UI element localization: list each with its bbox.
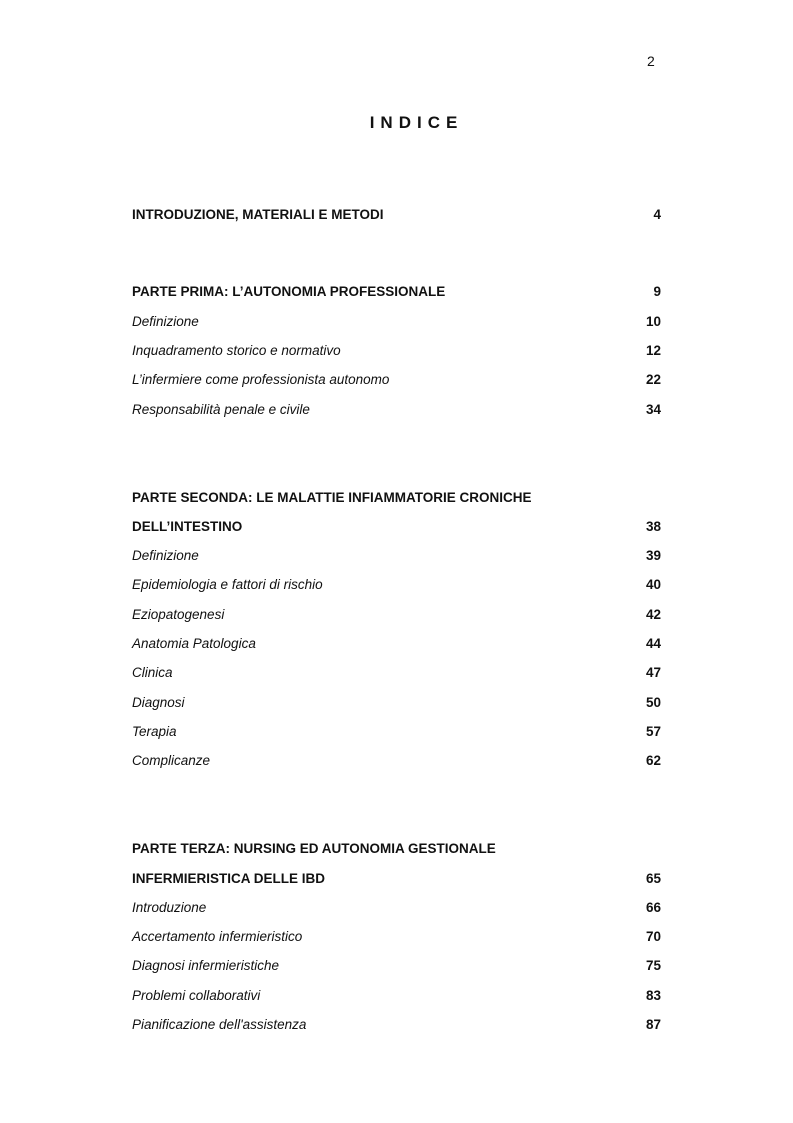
toc-entry <box>132 751 661 771</box>
toc-label: Definizione <box>132 548 199 563</box>
toc-intro <box>132 205 661 225</box>
toc-label: Responsabilità penale e civile <box>132 402 310 417</box>
toc-label: Inquadramento storico e normativo <box>132 343 341 358</box>
toc-entry <box>132 956 661 976</box>
toc-label: Introduzione <box>132 900 207 915</box>
toc-label: PARTE PRIMA: L’AUTONOMIA PROFESSIONALE <box>132 284 446 299</box>
toc-entry <box>132 1015 661 1035</box>
toc-entry <box>132 575 661 595</box>
toc-page: 38 <box>645 519 661 534</box>
toc-entry <box>132 634 661 654</box>
toc-label: INFERMIERISTICA DELLE IBD <box>132 871 326 886</box>
toc-page: 12 <box>645 343 661 358</box>
toc-entry <box>132 986 661 1006</box>
toc-entry <box>132 400 661 420</box>
toc-page: 62 <box>645 753 661 768</box>
toc-page: 10 <box>645 314 661 329</box>
toc-label: PARTE TERZA: NURSING ED AUTONOMIA GESTIONALE <box>132 841 496 856</box>
toc-part2-heading-line2 <box>132 517 661 537</box>
toc-entry <box>132 927 661 947</box>
toc-entry <box>132 341 661 361</box>
toc-page: 87 <box>645 1017 661 1032</box>
toc-label: Anatomia Patologica <box>132 636 256 651</box>
toc-part2-heading-line1 <box>132 488 661 508</box>
toc-page: 42 <box>645 607 661 622</box>
toc-label: Diagnosi infermieristiche <box>132 958 280 973</box>
toc-entry <box>132 693 661 713</box>
toc-page: 22 <box>645 372 661 387</box>
toc-page: 34 <box>645 402 661 417</box>
toc-entry <box>132 722 661 742</box>
toc-entry <box>132 898 661 918</box>
toc-entry <box>132 312 661 332</box>
toc-page: 50 <box>645 695 661 710</box>
toc-page: 39 <box>645 548 661 563</box>
toc-page: 75 <box>645 958 661 973</box>
toc-part1-heading <box>132 282 661 302</box>
toc-page: 70 <box>645 929 661 944</box>
toc-label: Complicanze <box>132 753 211 768</box>
toc-label: Pianificazione dell'assistenza <box>132 1017 307 1032</box>
toc-part3-heading-line2 <box>132 869 661 889</box>
toc-label: L’infermiere come professionista autonomo <box>132 372 390 387</box>
toc-label: Terapia <box>132 724 177 739</box>
toc-page: 9 <box>653 284 661 299</box>
toc-page: 65 <box>645 871 661 886</box>
toc-entry <box>132 663 661 683</box>
toc-entry <box>132 605 661 625</box>
toc-page: 83 <box>645 988 661 1003</box>
page-number: 2 <box>647 53 655 69</box>
toc-label: Problemi collaborativi <box>132 988 261 1003</box>
toc-label: Accertamento infermieristico <box>132 929 303 944</box>
toc-label: Clinica <box>132 665 173 680</box>
toc-label: Diagnosi <box>132 695 185 710</box>
toc-page: 57 <box>645 724 661 739</box>
toc-page: 40 <box>645 577 661 592</box>
toc-page: 47 <box>645 665 661 680</box>
toc-entry <box>132 370 661 390</box>
toc-page: 4 <box>653 207 661 222</box>
toc-label: Definizione <box>132 314 199 329</box>
toc-part3-heading-line1 <box>132 839 661 859</box>
toc-label: DELL’INTESTINO <box>132 519 243 534</box>
toc-label: Eziopatogenesi <box>132 607 225 622</box>
toc-page: 66 <box>645 900 661 915</box>
toc-label: INTRODUZIONE, MATERIALI E METODI <box>132 207 384 222</box>
toc-page: 44 <box>645 636 661 651</box>
toc-entry <box>132 546 661 566</box>
toc-label: PARTE SECONDA: LE MALATTIE INFIAMMATORIE CRONICHE <box>132 490 532 505</box>
toc-label: Epidemiologia e fattori di rischio <box>132 577 323 592</box>
page-title: INDICE <box>369 113 464 132</box>
